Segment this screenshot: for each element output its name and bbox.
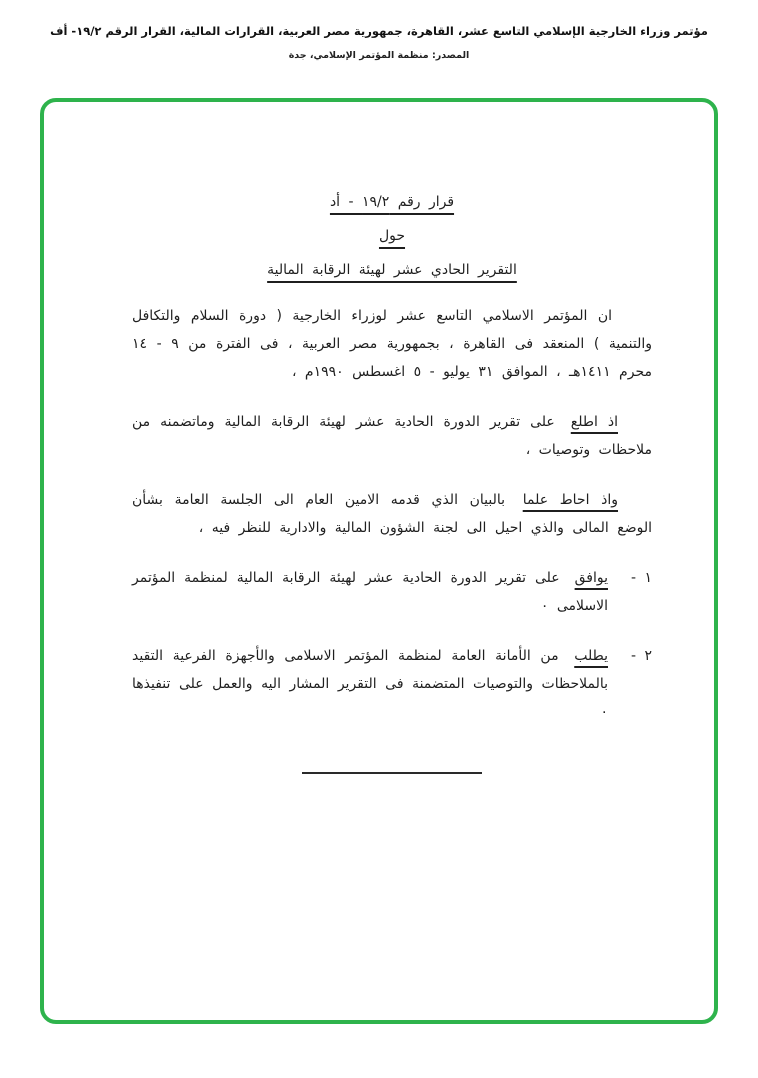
list-item-body (132, 564, 608, 620)
end-divider (302, 772, 482, 774)
paragraph-text: بالبيان الذي قدمه الامين العام الى الجلسة العامة بشأن الوضع المالى والذي احيل الى لجنة الشؤون المالية والادارية للنظر فيه ، (132, 492, 652, 536)
paragraph-having-noted (132, 486, 652, 542)
paragraph-having-reviewed (132, 408, 652, 464)
decision-subject-line (132, 256, 652, 284)
green-border-frame (40, 98, 718, 1024)
paragraph-lead: اذ اطلع (570, 414, 618, 430)
list-item-number: ١ - (630, 570, 652, 586)
list-item-lead: يوافق (574, 570, 608, 586)
list-item-number: ٢ - (630, 648, 652, 664)
list-item (132, 642, 652, 726)
decision-number-text: قرار رقم ١٩/٢ - أد (329, 194, 455, 210)
list-item-text: على تقرير الدورة الحادية عشر لهيئة الرقابة المالية لمنظمة المؤتمر الاسلامى ٠ (132, 570, 608, 614)
paragraph-text: ان المؤتمر الاسلامي التاسع عشر لوزراء الخارجية ( دورة السلام والتكافل والتنمية ) المنعقد فى القاهرة ، بجمهورية مصر العربية ، فى الفترة من ٩ - ١٤ محرم ١٤١١هـ ، الموافق ٣١ يوليو - ٥ اغسطس ١٩٩٠م ، (132, 308, 653, 380)
list-item (132, 564, 652, 620)
decision-subject-text: التقرير الحادي عشر لهيئة الرقابة المالية (267, 262, 517, 278)
decision-number-line (132, 188, 652, 216)
decision-title-block (132, 188, 652, 284)
list-item-lead: يطلب (574, 648, 608, 664)
document-header-title: مؤتمر وزراء الخارجية الإسلامي التاسع عشر، القاهرة، جمهورية مصر العربية، القرارات المالية، القرار الرقم ١٩/٢- أف (50, 24, 708, 38)
document-body (44, 102, 714, 774)
decision-about-text: حول (378, 228, 406, 244)
list-item-text: من الأمانة العامة لمنظمة المؤتمر الاسلامى والأجهزة الفرعية التقيد بالملاحظات والتوصيات المتضمنة فى التقرير المشار اليه والعمل على تنفيذها ٠ (132, 648, 608, 720)
document-source-line: المصدر: منظمة المؤتمر الإسلامي، جدة (288, 50, 470, 61)
paragraph-lead: واذ احاط علما (522, 492, 619, 508)
paragraph-text: على تقرير الدورة الحادية عشر لهيئة الرقابة المالية وماتضمنه من ملاحظات وتوصيات ، (132, 414, 652, 458)
list-item-body (132, 642, 608, 726)
paragraph-preamble (132, 302, 652, 386)
decision-about-line (132, 222, 652, 250)
